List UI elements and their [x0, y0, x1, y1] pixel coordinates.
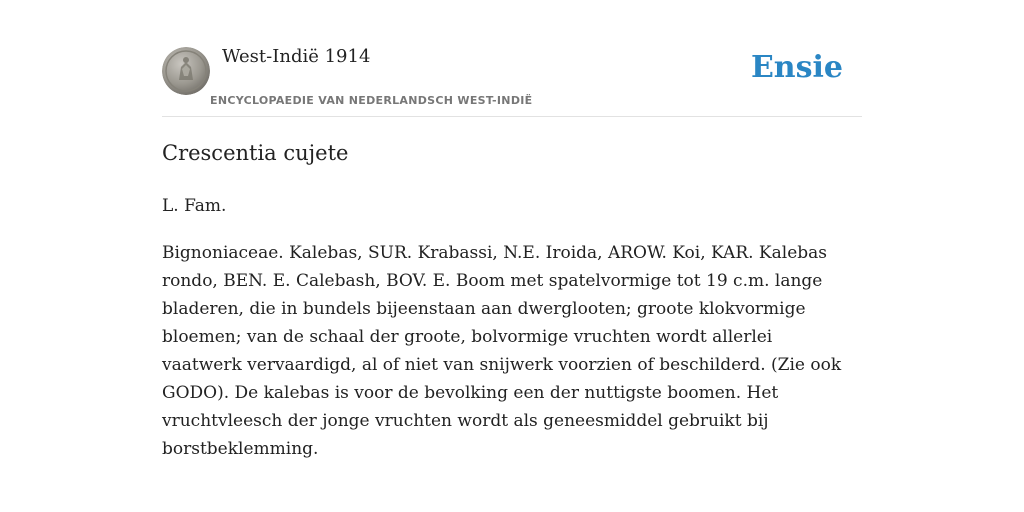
ensie-brand-link[interactable]: Ensie — [750, 50, 843, 85]
book-subtitle: ENCYCLOPAEDIE VAN NEDERLANDSCH WEST-INDIË — [210, 94, 533, 107]
book-title[interactable]: West-Indië 1914 — [222, 46, 371, 67]
page — [162, 0, 862, 459]
coin-logo-icon[interactable] — [162, 47, 210, 95]
entry-lead: L. Fam. — [162, 196, 227, 216]
entry-body: Bignoniaceae. Kalebas, SUR. Krabassi, N.E. Iroida, AROW. Koi, KAR. Kalebas rondo, BEN. E. Calebash, BOV. E. Boom met spatelvormige tot 19 c.m. lange bladeren, die in bundels bijeenstaan aan dwerglooten; groote klokvormige bloemen; van de schaal der groote, bolvormige vruchten wordt allerlei vaatwerk vervaardigd, al of niet van snijwerk voorzien of beschilderd. (Zie ook GODO). De kalebas is voor de bevolking een der nuttigste boomen. Het vruchtvleesch der jonge vruchten wordt als geneesmiddel gebruikt bij borstbeklemming. — [162, 243, 842, 459]
entry-title: Crescentia cujete — [162, 141, 349, 165]
page-header — [162, 0, 862, 117]
